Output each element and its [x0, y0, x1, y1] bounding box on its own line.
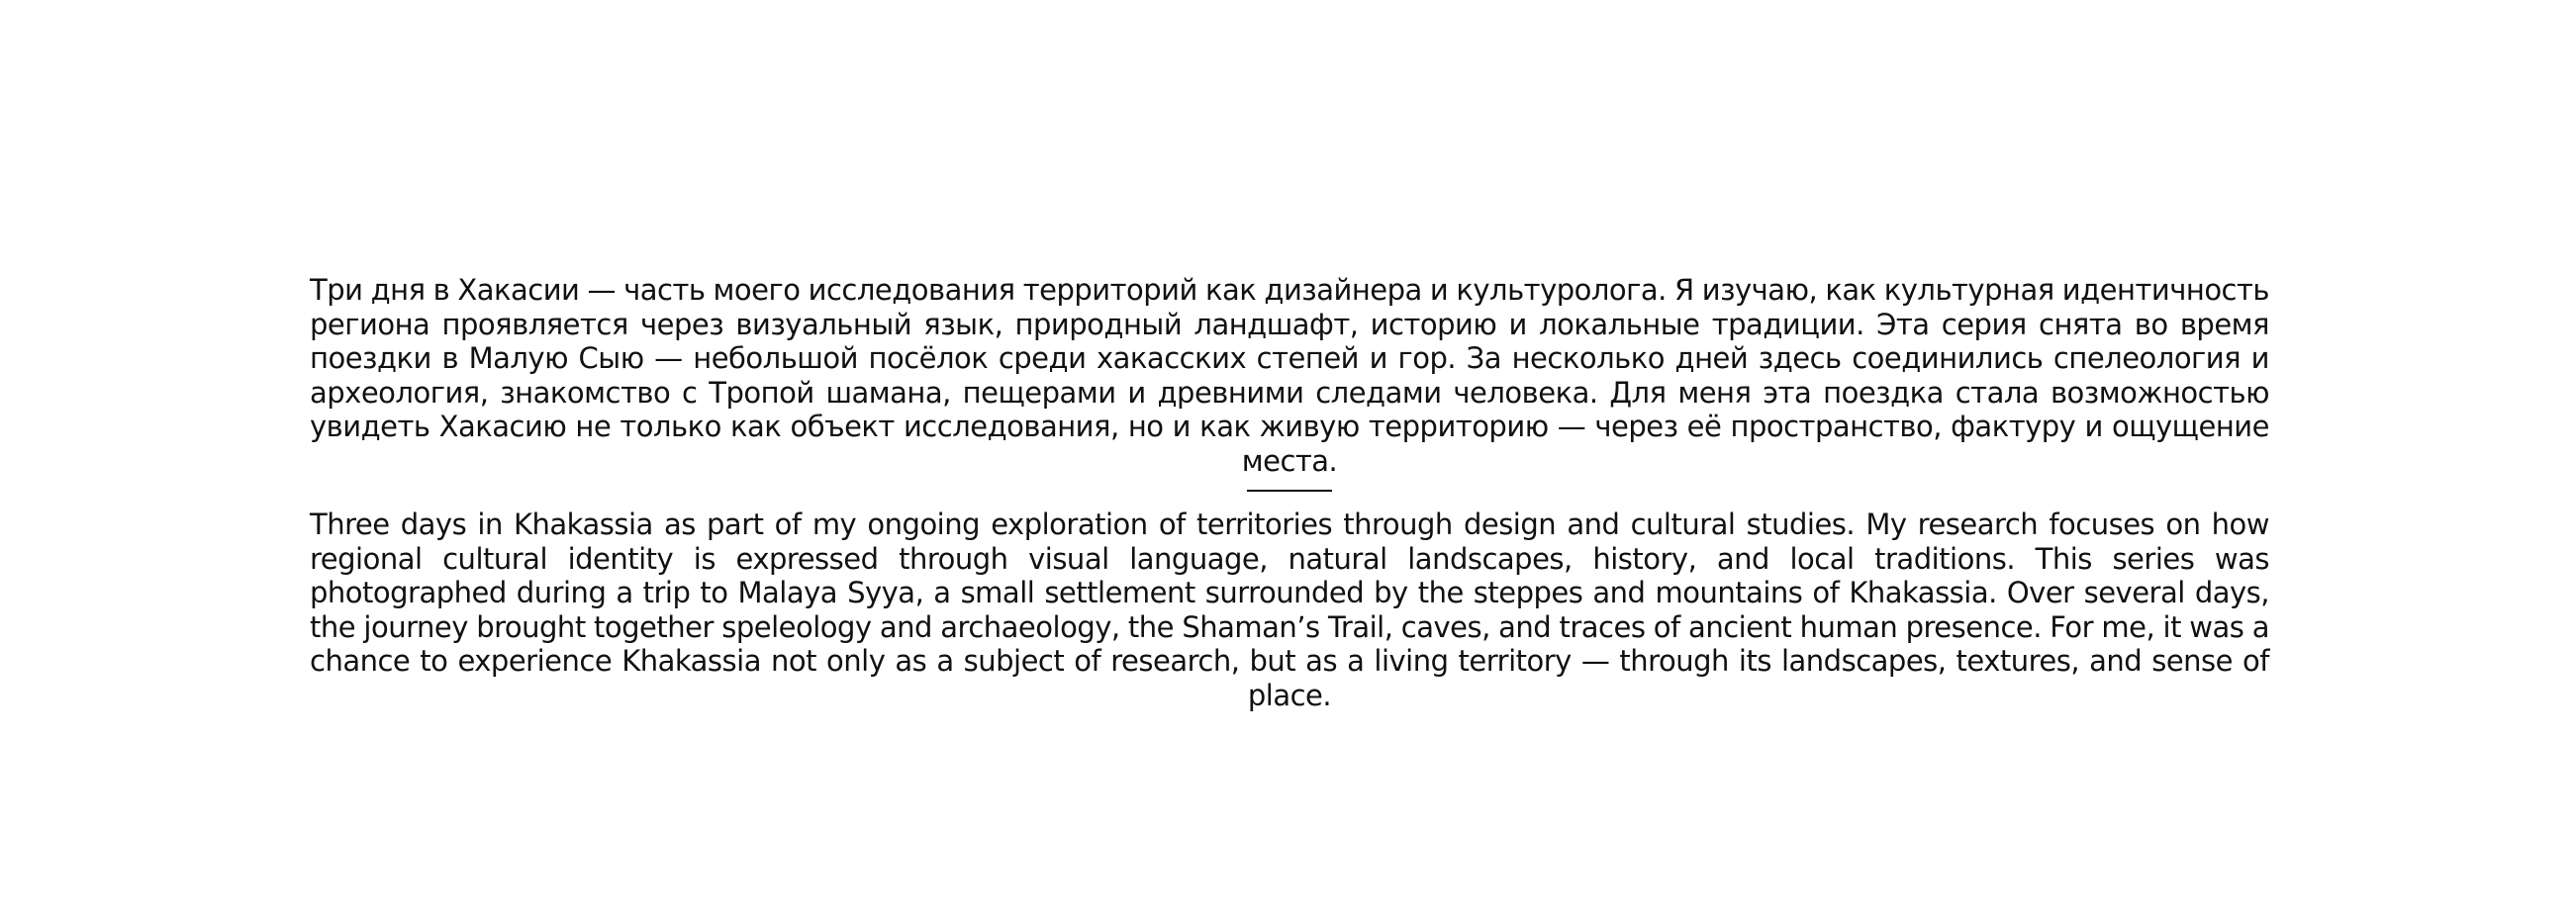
divider [1247, 490, 1332, 492]
english-paragraph: Three days in Khakassia as part of my ongoing exploration of territories through design and cultural studies. My research focuses on how regional cultural identity is expressed through visual language, natural landscapes, history, and local traditions. This series was photographed during a trip to Malaya Syya, a small settlement surrounded by the steppes and mountains of Khakassia. Over several days, the journey brought together speleology and archaeology, the Shaman’s Trail, caves, and traces of ancient human presence. For me, it was a chance to experience Khakassia not only as a subject of research, but as a living territory — through its landscapes, textures, and sense of place. [310, 508, 2269, 712]
intro-text-block [310, 273, 2269, 712]
russian-paragraph: Три дня в Хакасии — часть моего исследования территорий как дизайнера и культуролога. Я изучаю, как культурная идентичность региона проявляется через визуальный язык, природный ландшафт, историю и локальные традиции. Эта серия снята во время поездки в Малую Сыю — небольшой посёлок среди хакасских степей и гор. За несколько дней здесь соединились спелеология и археология, знакомство с Тропой шамана, пещерами и древними следами человека. Для меня эта поездка стала возможностью увидеть Хакасию не только как объект исследования, но и как живую территорию — через её пространство, фактуру и ощущение места. [310, 273, 2269, 478]
